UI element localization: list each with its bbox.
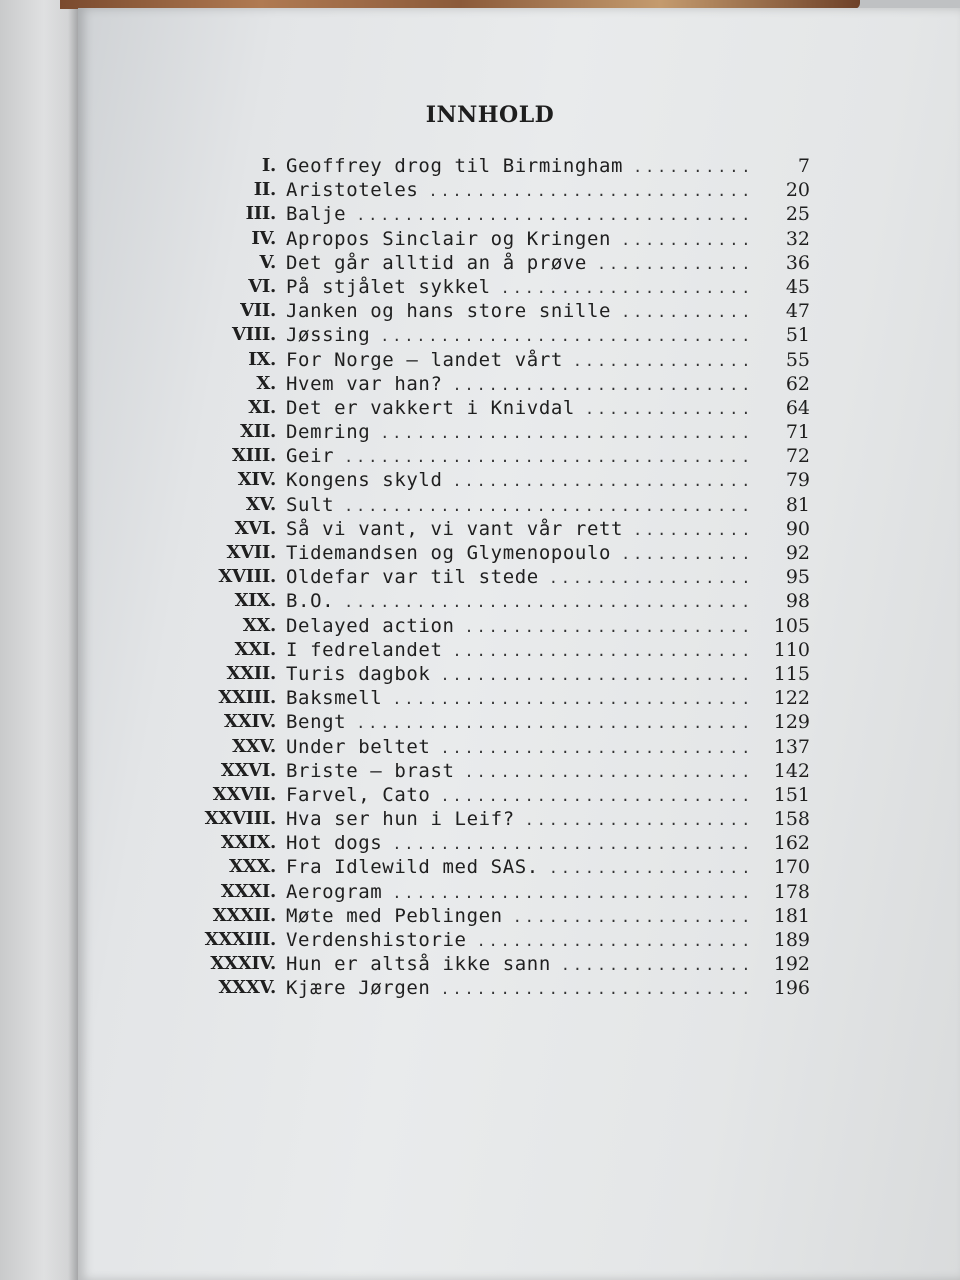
toc-row xyxy=(160,565,810,589)
dot-leader xyxy=(549,566,750,590)
dot-leader xyxy=(633,518,750,542)
toc-row xyxy=(160,614,810,638)
page-number: 25 xyxy=(785,203,810,226)
page-number: 178 xyxy=(773,880,810,903)
chapter-entry xyxy=(286,323,750,348)
page-number: 64 xyxy=(785,396,810,419)
dot-leader xyxy=(344,445,750,469)
toc-row xyxy=(160,831,810,855)
chapter-entry xyxy=(286,372,750,397)
page-number: 90 xyxy=(785,517,810,540)
page-number: 105 xyxy=(773,614,810,637)
dot-leader xyxy=(465,760,750,784)
chapter-number: XI. xyxy=(248,396,276,418)
chapter-entry xyxy=(286,904,750,929)
chapter-entry xyxy=(286,275,750,300)
toc-row xyxy=(160,444,810,468)
chapter-number: IX. xyxy=(248,348,276,370)
toc-row xyxy=(160,227,810,251)
chapter-number: XXVII. xyxy=(212,783,276,805)
chapter-title: Apropos Sinclair og Kringen xyxy=(286,227,612,250)
chapter-title: Det er vakkert i Knivdal xyxy=(286,396,575,419)
page-number: 92 xyxy=(785,542,810,564)
chapter-entry xyxy=(286,468,750,493)
dot-leader xyxy=(621,542,750,566)
chapter-entry xyxy=(286,493,750,518)
chapter-title: Aristoteles xyxy=(286,179,419,202)
chapter-entry xyxy=(286,662,750,687)
chapter-entry xyxy=(286,735,750,760)
page-number: 7 xyxy=(797,155,810,177)
chapter-entry xyxy=(286,807,750,832)
chapter-entry xyxy=(286,589,750,614)
chapter-number: V. xyxy=(259,251,276,273)
chapter-entry xyxy=(286,251,750,276)
page-number: 110 xyxy=(773,638,810,661)
page-number: 79 xyxy=(785,469,810,492)
page-number: 196 xyxy=(773,977,810,1000)
toc-row xyxy=(160,759,810,783)
chapter-entry xyxy=(286,541,750,566)
chapter-number: XXXIII. xyxy=(204,929,276,950)
dot-leader xyxy=(453,373,750,397)
chapter-number: II. xyxy=(253,179,276,201)
chapter-title: Baksmell xyxy=(286,687,383,710)
chapter-entry xyxy=(286,710,750,735)
chapter-title: Under beltet xyxy=(286,735,431,758)
chapter-title: Turis dagbok xyxy=(286,662,431,685)
chapter-entry xyxy=(286,348,750,373)
dot-leader xyxy=(621,228,750,252)
page-number: 62 xyxy=(785,372,810,395)
chapter-number: XVIII. xyxy=(218,566,276,588)
chapter-title: Geoffrey drog til Birmingham xyxy=(286,155,624,177)
toc-row xyxy=(160,710,810,734)
chapter-title: Delayed action xyxy=(286,614,455,637)
dot-leader xyxy=(440,663,750,687)
dot-leader xyxy=(549,856,750,880)
toc-row xyxy=(160,275,810,299)
chapter-title: Bengt xyxy=(286,711,347,734)
chapter-number: XII. xyxy=(240,421,276,443)
chapter-number: I. xyxy=(261,155,276,176)
dot-leader xyxy=(440,784,750,808)
page-number: 142 xyxy=(773,759,810,782)
chapter-entry xyxy=(286,880,750,905)
page-number: 55 xyxy=(785,348,810,371)
chapter-entry xyxy=(286,855,750,880)
page-number: 151 xyxy=(773,783,810,806)
chapter-entry xyxy=(286,783,750,808)
dot-leader xyxy=(525,808,750,832)
toc-row xyxy=(160,589,810,613)
dot-leader xyxy=(477,929,750,953)
chapter-title: Møte med Peblingen xyxy=(286,904,503,927)
page-number: 189 xyxy=(773,929,810,951)
chapter-title: Jøssing xyxy=(286,324,371,347)
dot-leader xyxy=(585,397,750,421)
toc-row xyxy=(160,662,810,686)
chapter-title: Hva ser hun i Leif? xyxy=(286,808,515,831)
chapter-number: XVI. xyxy=(234,517,276,539)
page-number: 137 xyxy=(773,735,810,758)
toc-row xyxy=(160,541,810,565)
chapter-title: Hot dogs xyxy=(286,832,383,855)
dot-leader xyxy=(597,252,750,276)
chapter-entry xyxy=(286,831,750,856)
chapter-number: XIV. xyxy=(237,469,276,491)
toc-row xyxy=(160,323,810,347)
chapter-number: XXIV. xyxy=(224,711,276,733)
toc-row xyxy=(160,517,810,541)
chapter-title: Sult xyxy=(286,493,335,516)
dot-leader xyxy=(621,300,750,324)
page-number: 181 xyxy=(773,904,810,927)
chapter-number: XXI. xyxy=(234,638,276,660)
toc-row xyxy=(160,468,810,492)
chapter-title: Så vi vant, vi vant vår rett xyxy=(286,517,624,540)
toc-row xyxy=(160,904,810,928)
chapter-entry xyxy=(286,928,750,953)
chapter-title: Demring xyxy=(286,421,371,444)
chapter-number: XXVIII. xyxy=(204,808,276,830)
page-number: 158 xyxy=(773,808,810,831)
toc-row xyxy=(160,807,810,831)
dot-leader xyxy=(501,276,750,300)
toc-row xyxy=(160,686,810,710)
chapter-title: Hun er altså ikke sann xyxy=(286,953,551,976)
toc-row xyxy=(160,372,810,396)
dot-leader xyxy=(356,711,750,735)
chapter-number: XXXIV. xyxy=(210,953,276,975)
dot-leader xyxy=(392,881,750,905)
dot-leader xyxy=(380,421,750,445)
chapter-title: Det går alltid an å prøve xyxy=(286,251,587,274)
facing-page xyxy=(0,0,80,1280)
chapter-number: XXXII. xyxy=(212,904,276,926)
toc-row xyxy=(160,251,810,275)
chapter-entry xyxy=(286,299,750,324)
chapter-number: XXVI. xyxy=(220,759,276,781)
chapter-number: X. xyxy=(256,372,276,394)
toc-row xyxy=(160,348,810,372)
dot-leader xyxy=(465,615,750,639)
chapter-title: I fedrelandet xyxy=(286,638,443,661)
page-number: 81 xyxy=(785,493,810,516)
chapter-number: XXXV. xyxy=(218,977,276,999)
chapter-title: Farvel, Cato xyxy=(286,783,431,806)
chapter-title: Geir xyxy=(286,445,335,468)
table-of-contents xyxy=(160,154,810,1001)
dot-leader xyxy=(513,905,750,929)
chapter-number: XX. xyxy=(242,614,276,636)
chapter-number: XXIX. xyxy=(220,832,276,854)
dot-leader xyxy=(453,469,750,493)
dot-leader xyxy=(561,953,750,977)
chapter-number: VIII. xyxy=(232,324,276,346)
page-number: 162 xyxy=(773,832,810,855)
chapter-number: XV. xyxy=(245,493,276,515)
toc-row xyxy=(160,299,810,323)
chapter-title: Aerogram xyxy=(286,880,383,903)
page-number: 71 xyxy=(785,421,810,444)
chapter-entry xyxy=(286,614,750,639)
chapter-entry xyxy=(286,638,750,663)
chapter-title: Kjære Jørgen xyxy=(286,977,431,1000)
toc-row xyxy=(160,178,810,202)
chapter-entry xyxy=(286,686,750,711)
chapter-number: XXX. xyxy=(229,856,276,878)
toc-row xyxy=(160,783,810,807)
chapter-entry xyxy=(286,202,750,227)
toc-row xyxy=(160,976,810,1000)
chapter-number: III. xyxy=(245,203,276,225)
chapter-number: IV. xyxy=(251,227,276,249)
page-number: 192 xyxy=(773,953,810,976)
dot-leader xyxy=(440,977,750,1001)
page-number: 51 xyxy=(785,324,810,347)
page-number: 98 xyxy=(785,590,810,613)
dot-leader xyxy=(573,349,750,373)
toc-row xyxy=(160,880,810,904)
chapter-entry xyxy=(286,178,750,203)
page-number: 129 xyxy=(773,711,810,734)
chapter-number: XIII. xyxy=(232,445,276,467)
chapter-number: XIX. xyxy=(234,590,276,612)
chapter-entry xyxy=(286,396,750,421)
chapter-number: VI. xyxy=(248,275,276,297)
page-number: 36 xyxy=(785,251,810,274)
toc-row xyxy=(160,928,810,952)
chapter-entry xyxy=(286,759,750,784)
toc-row xyxy=(160,396,810,420)
toc-row xyxy=(160,735,810,759)
chapter-title: Briste — brast xyxy=(286,759,455,782)
dot-leader xyxy=(392,832,750,856)
chapter-title: Tidemandsen og Glymenopoulo xyxy=(286,542,612,564)
dot-leader xyxy=(344,590,750,614)
page-title: INNHOLD xyxy=(425,102,555,128)
chapter-number: XVII. xyxy=(226,542,276,563)
page-number: 45 xyxy=(785,275,810,298)
page-number: 170 xyxy=(773,856,810,879)
toc-row xyxy=(160,952,810,976)
chapter-title: B.O. xyxy=(286,590,335,613)
chapter-entry xyxy=(286,154,750,179)
dot-leader xyxy=(356,203,750,227)
toc-row xyxy=(160,202,810,226)
toc-row xyxy=(160,493,810,517)
chapter-title: På stjålet sykkel xyxy=(286,275,491,298)
chapter-title: Oldefar var til stede xyxy=(286,566,539,589)
chapter-title: Fra Idlewild med SAS. xyxy=(286,856,539,879)
toc-row xyxy=(160,638,810,662)
dot-leader xyxy=(633,155,750,179)
toc-row xyxy=(160,855,810,879)
page-number: 32 xyxy=(785,227,810,250)
page-number: 72 xyxy=(785,445,810,468)
chapter-title: Janken og hans store snille xyxy=(286,300,612,323)
chapter-number: VII. xyxy=(240,300,276,322)
dot-leader xyxy=(380,324,750,348)
chapter-number: XXV. xyxy=(232,735,276,757)
page-number: 47 xyxy=(785,300,810,323)
chapter-number: XXXI. xyxy=(220,880,276,902)
dot-leader xyxy=(428,179,750,203)
chapter-title: Hvem var han? xyxy=(286,372,443,395)
chapter-title: For Norge — landet vårt xyxy=(286,348,563,371)
page-number: 20 xyxy=(785,179,810,202)
chapter-entry xyxy=(286,952,750,977)
chapter-number: XXII. xyxy=(226,662,276,684)
chapter-number: XXIII. xyxy=(218,687,276,709)
chapter-entry xyxy=(286,444,750,469)
toc-row xyxy=(160,420,810,444)
dot-leader xyxy=(440,736,750,760)
chapter-title: Kongens skyld xyxy=(286,469,443,492)
page-number: 95 xyxy=(785,566,810,589)
dot-leader xyxy=(453,639,750,663)
page-number: 115 xyxy=(773,662,810,685)
toc-row xyxy=(160,154,810,178)
page-number: 122 xyxy=(773,687,810,710)
chapter-title: Verdenshistorie xyxy=(286,929,467,951)
chapter-entry xyxy=(286,517,750,542)
dot-leader xyxy=(392,687,750,711)
chapter-entry xyxy=(286,227,750,252)
dot-leader xyxy=(344,494,750,518)
chapter-entry xyxy=(286,976,750,1001)
chapter-entry xyxy=(286,420,750,445)
chapter-title: Balje xyxy=(286,203,347,226)
chapter-entry xyxy=(286,565,750,590)
